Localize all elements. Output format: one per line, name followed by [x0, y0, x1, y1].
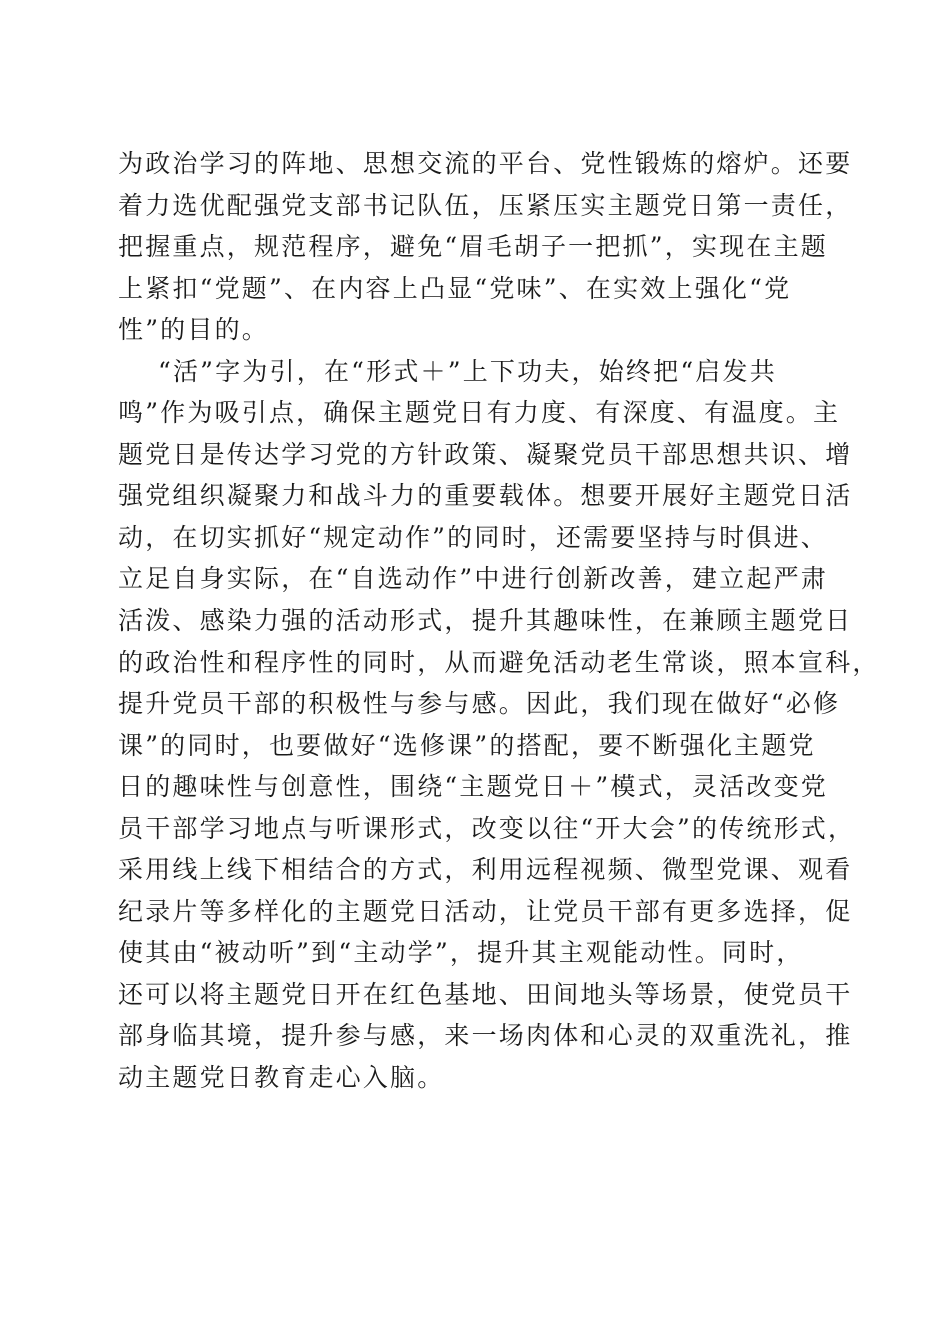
- text-line: 员干部学习地点与听课形式，改变以往“开大会”的传统形式，: [118, 813, 856, 843]
- text-line: 为政治学习的阵地、思想交流的平台、党性锻炼的熔炉。还要: [118, 149, 853, 178]
- text-line: 使其由“被动听”到“主动学”，提升其主观能动性。同时，: [118, 938, 804, 968]
- text-line: 题党日是传达学习党的方针政策、凝聚党员干部思想共识、增: [118, 439, 853, 469]
- text-line: 动主题党日教育走心入脑。: [118, 1063, 445, 1093]
- text-line: 把握重点，规范程序，避免“眉毛胡子一把抓”，实现在主题: [118, 232, 828, 262]
- text-line: 立足自身实际，在“自选动作”中进行创新改善，建立起严肃: [118, 564, 828, 594]
- text-line: 着力选优配强党支部书记队伍，压紧压实主题党日第一责任，: [118, 190, 853, 220]
- text-line: 采用线上线下相结合的方式，利用远程视频、微型党课、观看: [118, 855, 853, 885]
- text-line: 的政治性和程序性的同时，从而避免活动老生常谈，照本宣科，: [118, 647, 880, 677]
- text-line: 提升党员干部的积极性与参与感。因此，我们现在做好“必修: [118, 689, 841, 719]
- text-line: 强党组织凝聚力和战斗力的重要载体。想要开展好主题党日活: [118, 481, 853, 511]
- text-line: 动，在切实抓好“规定动作”的同时，还需要坚持与时俱进、: [118, 522, 828, 552]
- text-line: 活泼、感染力强的活动形式，提升其趣味性，在兼顾主题党日: [118, 606, 853, 636]
- text-line: “活”字为引，在“形式＋”上下功夫，始终把“启发共: [158, 356, 777, 386]
- paragraph-2: [118, 351, 880, 1099]
- text-line: 纪录片等多样化的主题党日活动，让党员干部有更多选择，促: [118, 896, 853, 926]
- document-body: [118, 143, 880, 1099]
- paragraph-1: [118, 143, 853, 351]
- text-line: 课”的同时，也要做好“选修课”的搭配，要不断强化主题党: [118, 730, 816, 760]
- text-line: 部身临其境，提升参与感，来一场肉体和心灵的双重洗礼，推: [118, 1021, 853, 1051]
- text-line: 还可以将主题党日开在红色基地、田间地头等场景，使党员干: [118, 979, 853, 1009]
- text-line: 鸣”作为吸引点，确保主题党日有力度、有深度、有温度。主: [118, 398, 841, 428]
- text-line: 日的趣味性与创意性，围绕“主题党日＋”模式，灵活改变党: [118, 772, 828, 802]
- text-line: 性”的目的。: [118, 315, 269, 345]
- text-line: 上紧扣“党题”、在内容上凸显“党味”、在实效上强化“党: [118, 273, 792, 303]
